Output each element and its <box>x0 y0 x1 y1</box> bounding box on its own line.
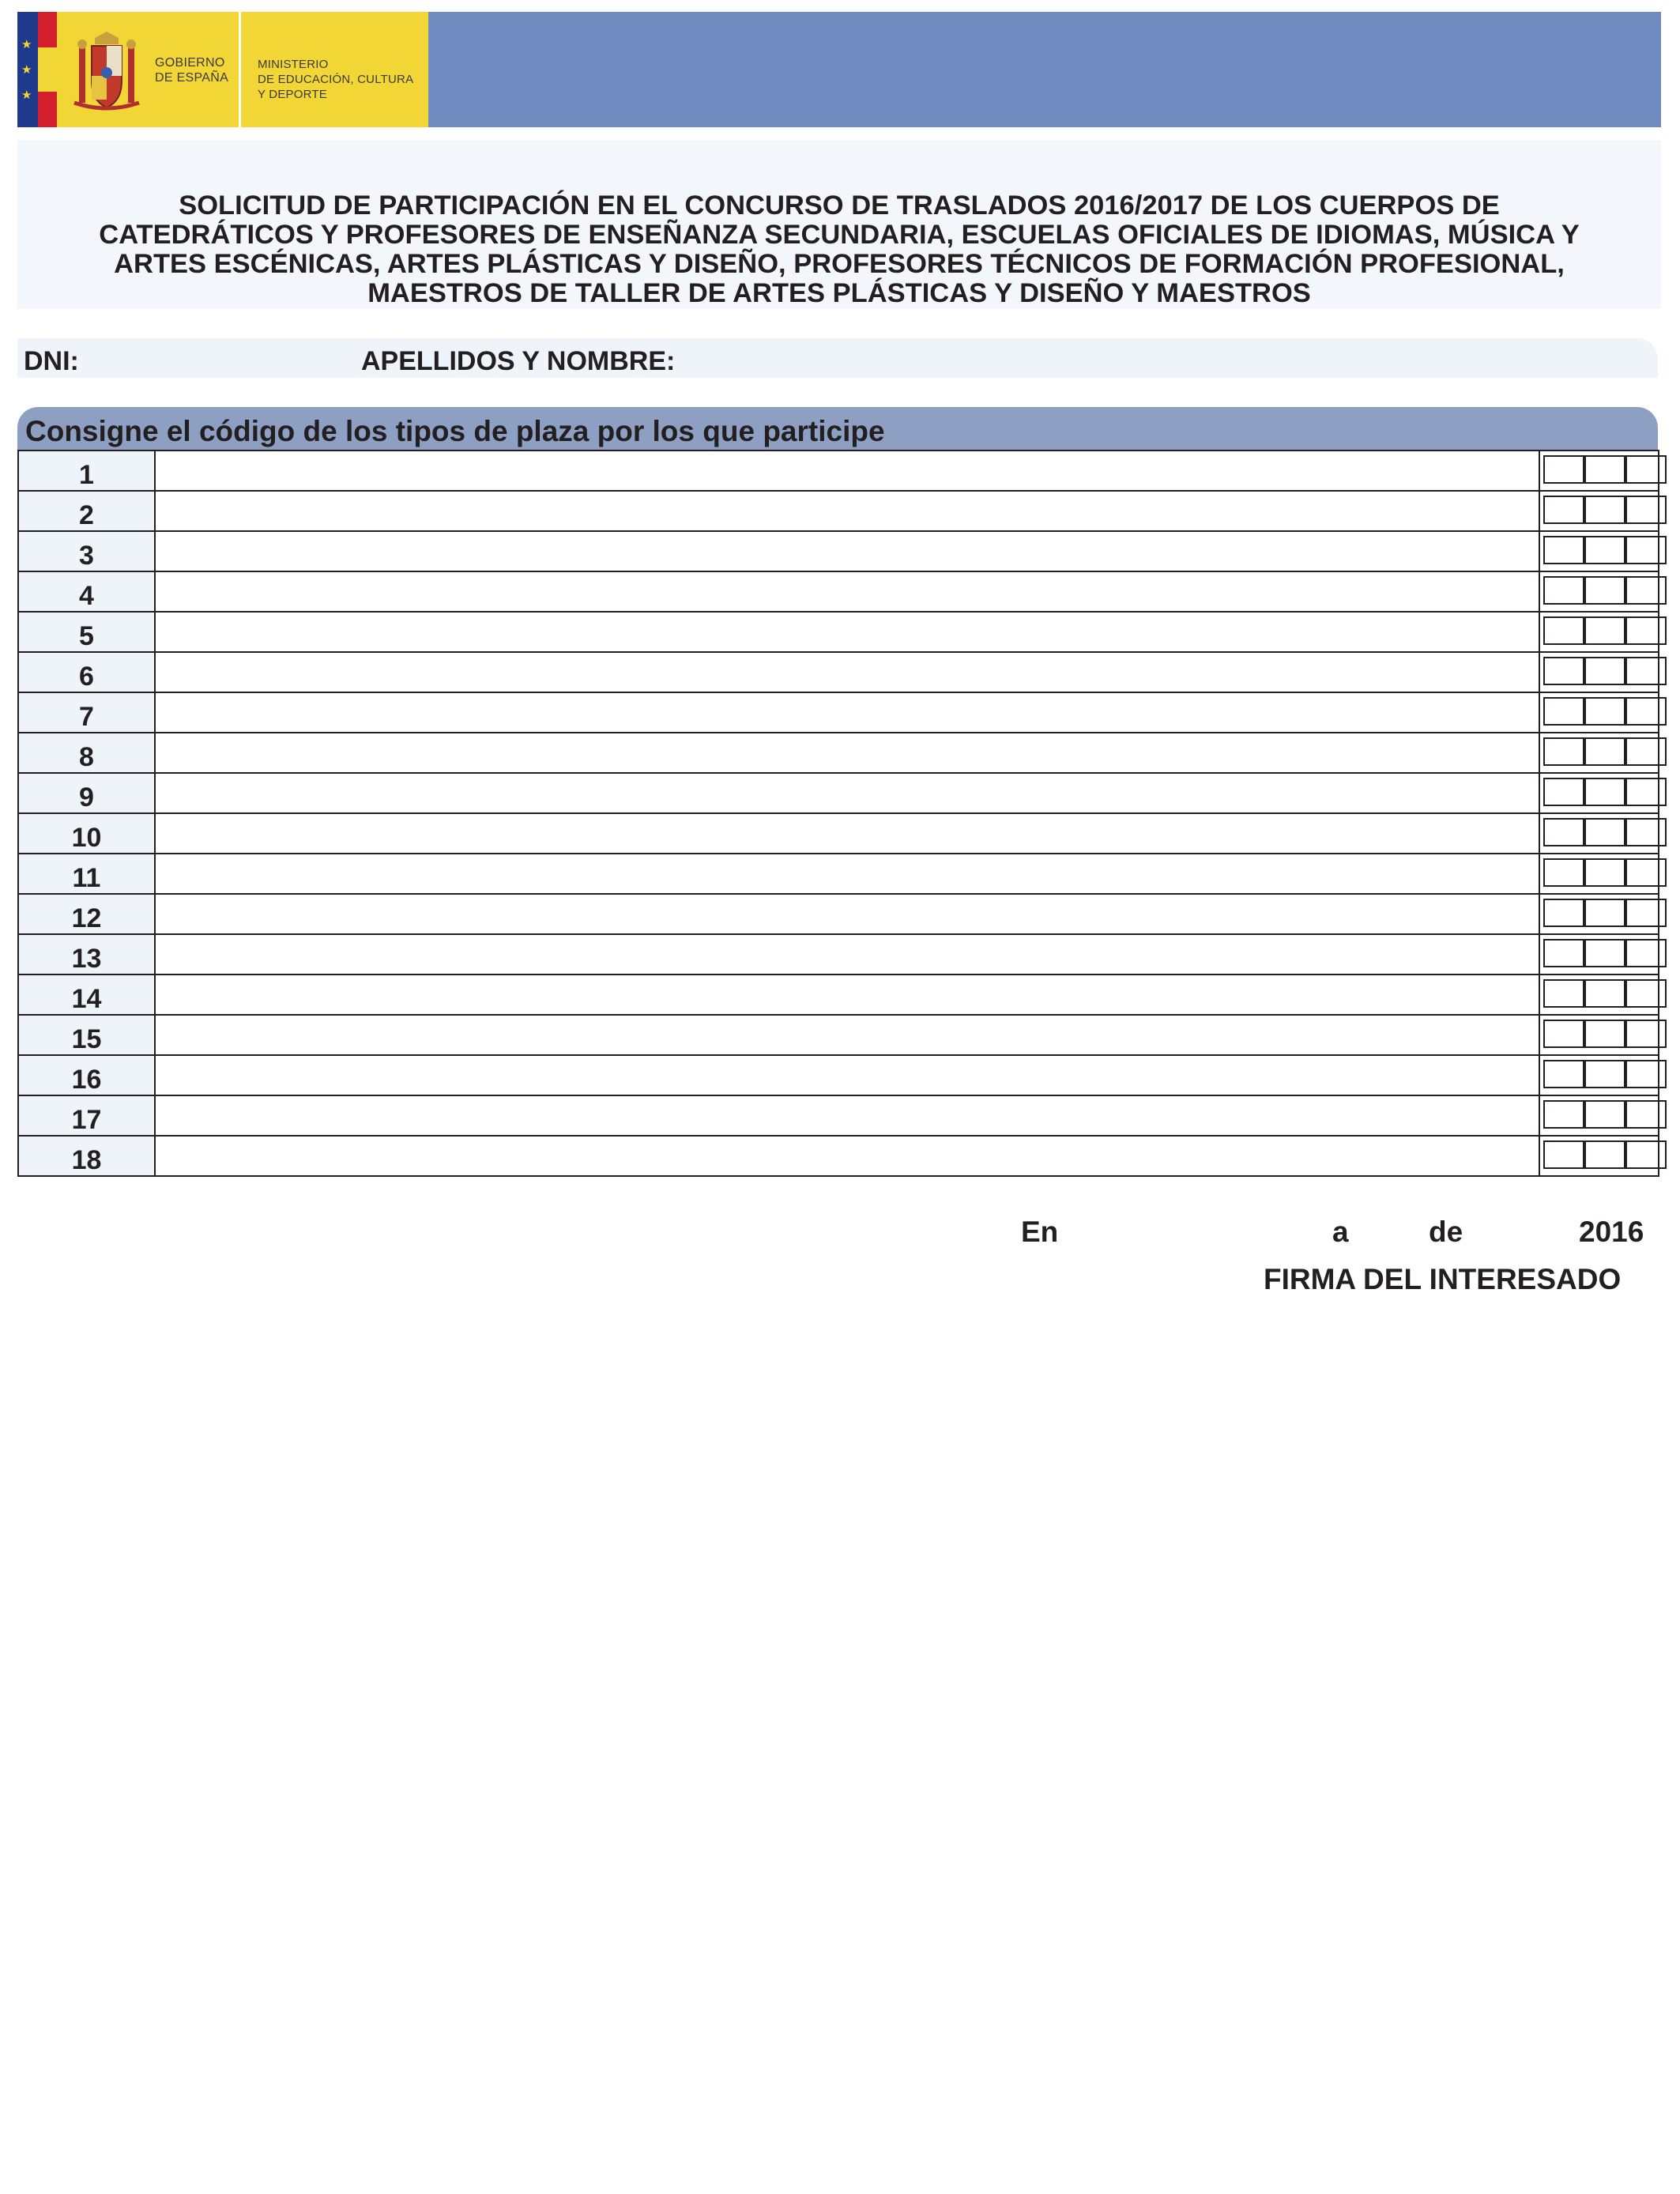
star-icon: ★ <box>21 37 32 51</box>
code-digit-box[interactable] <box>1543 657 1584 685</box>
row-number-cell <box>19 935 156 974</box>
row-number-cell <box>19 572 156 611</box>
code-digit-box[interactable] <box>1543 1020 1584 1048</box>
table-row <box>19 451 1658 490</box>
plaza-entry-field[interactable] <box>156 733 1539 772</box>
code-digit-box[interactable] <box>1625 737 1667 766</box>
plaza-entry-field[interactable] <box>156 693 1539 732</box>
row-number-cell <box>19 1096 156 1135</box>
plaza-entry-field[interactable] <box>156 653 1539 692</box>
code-digit-box[interactable] <box>1625 657 1667 685</box>
code-digit-box[interactable] <box>1584 858 1625 887</box>
code-digit-box[interactable] <box>1625 616 1667 645</box>
code-digit-box[interactable] <box>1543 1060 1584 1088</box>
row-number: 16 <box>71 1065 102 1095</box>
plaza-entry-field[interactable] <box>156 613 1539 651</box>
code-digit-box[interactable] <box>1543 1140 1584 1169</box>
row-number-cell <box>19 693 156 732</box>
code-digit-box[interactable] <box>1625 818 1667 846</box>
code-cell <box>1539 532 1659 571</box>
place-label: En <box>1021 1216 1059 1248</box>
plaza-entry-field[interactable] <box>156 1137 1539 1175</box>
code-digit-box[interactable] <box>1625 1100 1667 1129</box>
plaza-entry-field[interactable] <box>156 774 1539 812</box>
eu-flag-strip <box>17 12 57 127</box>
row-number-cell <box>19 733 156 772</box>
plaza-entry-field[interactable] <box>156 814 1539 853</box>
signature-label: FIRMA DEL INTERESADO <box>1264 1263 1622 1295</box>
plaza-entry-field[interactable] <box>156 935 1539 974</box>
code-digit-box[interactable] <box>1625 1140 1667 1169</box>
code-digit-box[interactable] <box>1543 899 1584 927</box>
row-number: 12 <box>71 903 102 933</box>
table-header-text: Consigne el código de los tipos de plaza por los que participe <box>25 415 885 447</box>
title-line: MAESTROS DE TALLER DE ARTES PLÁSTICAS Y DISEÑO Y MAESTROS <box>367 278 1311 308</box>
row-number: 4 <box>79 581 94 611</box>
table-row <box>19 1014 1658 1054</box>
title-line: ARTES ESCÉNICAS, ARTES PLÁSTICAS Y DISEÑO, PROFESORES TÉCNICOS DE FORMACIÓN PROFESIONAL, <box>114 249 1565 279</box>
code-digit-box[interactable] <box>1584 1020 1625 1048</box>
code-digit-box[interactable] <box>1543 697 1584 726</box>
code-cell <box>1539 733 1659 772</box>
table-row <box>19 611 1658 651</box>
table-row <box>19 651 1658 692</box>
code-digit-box[interactable] <box>1543 737 1584 766</box>
plaza-entry-field[interactable] <box>156 451 1539 490</box>
code-digit-box[interactable] <box>1625 455 1667 484</box>
code-cell <box>1539 774 1659 812</box>
plaza-entry-field[interactable] <box>156 1016 1539 1054</box>
day-label: a <box>1332 1216 1349 1248</box>
table-row <box>19 1054 1658 1095</box>
row-number: 10 <box>71 823 102 853</box>
row-number: 17 <box>71 1105 102 1135</box>
table-row <box>19 1095 1658 1135</box>
row-number-cell <box>19 1137 156 1175</box>
coat-of-arms-icon <box>71 32 142 115</box>
row-number: 2 <box>79 500 94 530</box>
code-digit-box[interactable] <box>1584 1100 1625 1129</box>
code-digit-box[interactable] <box>1625 1060 1667 1088</box>
row-number-cell <box>19 814 156 853</box>
code-digit-box[interactable] <box>1543 979 1584 1008</box>
title-line: SOLICITUD DE PARTICIPACIÓN EN EL CONCURSO DE TRASLADOS 2016/2017 DE LOS CUERPOS DE <box>179 190 1500 221</box>
row-number: 14 <box>71 984 102 1014</box>
star-icon: ★ <box>21 62 32 77</box>
code-digit-box[interactable] <box>1584 737 1625 766</box>
table-row <box>19 893 1658 933</box>
row-number-cell <box>19 532 156 571</box>
row-number: 6 <box>79 662 94 692</box>
plaza-entry-field[interactable] <box>156 492 1539 530</box>
code-digit-box[interactable] <box>1625 899 1667 927</box>
table-row <box>19 490 1658 530</box>
table-row <box>19 933 1658 974</box>
code-digit-box[interactable] <box>1584 496 1625 524</box>
code-digit-box[interactable] <box>1584 899 1625 927</box>
row-number-cell <box>19 492 156 530</box>
row-number: 8 <box>79 742 94 772</box>
applicant-row <box>17 338 1658 378</box>
table-row <box>19 732 1658 772</box>
code-digit-box[interactable] <box>1543 778 1584 806</box>
table-row <box>19 571 1658 611</box>
code-digit-box[interactable] <box>1584 1060 1625 1088</box>
table-row <box>19 853 1658 893</box>
code-digit-box[interactable] <box>1543 858 1584 887</box>
plaza-entry-field[interactable] <box>156 854 1539 893</box>
code-digit-box[interactable] <box>1625 496 1667 524</box>
code-digit-box[interactable] <box>1584 536 1625 564</box>
code-cell <box>1539 895 1659 933</box>
row-number-cell <box>19 1056 156 1095</box>
plaza-entry-field[interactable] <box>156 572 1539 611</box>
table-row <box>19 1135 1658 1175</box>
code-digit-box[interactable] <box>1625 979 1667 1008</box>
row-number: 11 <box>72 863 101 893</box>
title-line: CATEDRÁTICOS Y PROFESORES DE ENSEÑANZA SECUNDARIA, ESCUELAS OFICIALES DE IDIOMAS, MÚSICA Y <box>99 220 1580 250</box>
code-digit-box[interactable] <box>1584 1140 1625 1169</box>
code-digit-box[interactable] <box>1584 818 1625 846</box>
code-digit-box[interactable] <box>1625 858 1667 887</box>
star-icon: ★ <box>21 88 32 102</box>
code-digit-box[interactable] <box>1584 939 1625 967</box>
code-digit-box[interactable] <box>1584 979 1625 1008</box>
code-cell <box>1539 492 1659 530</box>
code-cell <box>1539 693 1659 732</box>
code-digit-box[interactable] <box>1543 455 1584 484</box>
month-label: de <box>1429 1216 1463 1248</box>
plaza-table <box>17 450 1659 1177</box>
government-name: GOBIERNO DE ESPAÑA <box>155 56 229 85</box>
code-digit-box[interactable] <box>1543 576 1584 605</box>
row-number-cell <box>19 451 156 490</box>
row-number-cell <box>19 613 156 651</box>
code-digit-box[interactable] <box>1625 939 1667 967</box>
code-digit-box[interactable] <box>1543 939 1584 967</box>
row-number: 1 <box>79 460 94 490</box>
row-number: 13 <box>71 944 102 974</box>
name-label: APELLIDOS Y NOMBRE: <box>361 346 676 376</box>
row-number-cell <box>19 774 156 812</box>
code-digit-box[interactable] <box>1625 1020 1667 1048</box>
code-cell <box>1539 572 1659 611</box>
row-number: 18 <box>71 1145 102 1175</box>
code-cell <box>1539 613 1659 651</box>
code-cell <box>1539 1016 1659 1054</box>
dni-label: DNI: <box>24 346 79 376</box>
code-digit-box[interactable] <box>1584 657 1625 685</box>
row-number: 5 <box>79 621 94 651</box>
code-cell <box>1539 935 1659 974</box>
code-digit-box[interactable] <box>1625 536 1667 564</box>
ministry-name: MINISTERIO DE EDUCACIÓN, CULTURA Y DEPORTE <box>258 58 414 101</box>
code-digit-box[interactable] <box>1543 818 1584 846</box>
code-digit-box[interactable] <box>1584 455 1625 484</box>
code-digit-box[interactable] <box>1625 697 1667 726</box>
code-cell <box>1539 1096 1659 1135</box>
row-number-cell <box>19 975 156 1014</box>
row-number-cell <box>19 653 156 692</box>
row-number-cell <box>19 1016 156 1054</box>
row-number: 15 <box>71 1024 102 1054</box>
code-digit-box[interactable] <box>1584 778 1625 806</box>
logo-divider <box>239 12 241 127</box>
row-number-cell <box>19 854 156 893</box>
code-cell <box>1539 451 1659 490</box>
plaza-entry-field[interactable] <box>156 895 1539 933</box>
code-cell <box>1539 975 1659 1014</box>
code-cell <box>1539 653 1659 692</box>
code-cell <box>1539 854 1659 893</box>
row-number-cell <box>19 895 156 933</box>
form-title <box>32 191 1647 308</box>
plaza-entry-field[interactable] <box>156 1096 1539 1135</box>
code-digit-box[interactable] <box>1543 1100 1584 1129</box>
table-row <box>19 812 1658 853</box>
code-digit-box[interactable] <box>1584 576 1625 605</box>
table-row <box>19 530 1658 571</box>
code-cell <box>1539 814 1659 853</box>
plaza-entry-field[interactable] <box>156 532 1539 571</box>
table-row <box>19 692 1658 732</box>
code-digit-box[interactable] <box>1625 778 1667 806</box>
plaza-entry-field[interactable] <box>156 1056 1539 1095</box>
code-digit-box[interactable] <box>1543 496 1584 524</box>
code-cell <box>1539 1137 1659 1175</box>
code-digit-box[interactable] <box>1584 697 1625 726</box>
code-digit-box[interactable] <box>1543 536 1584 564</box>
row-number: 7 <box>79 702 94 732</box>
plaza-entry-field[interactable] <box>156 975 1539 1014</box>
code-digit-box[interactable] <box>1543 616 1584 645</box>
table-row <box>19 974 1658 1014</box>
code-digit-box[interactable] <box>1584 616 1625 645</box>
year-text: 2016 <box>1579 1216 1644 1248</box>
row-number: 3 <box>79 541 94 571</box>
code-digit-box[interactable] <box>1625 576 1667 605</box>
code-cell <box>1539 1056 1659 1095</box>
row-number: 9 <box>79 782 94 812</box>
table-row <box>19 772 1658 812</box>
